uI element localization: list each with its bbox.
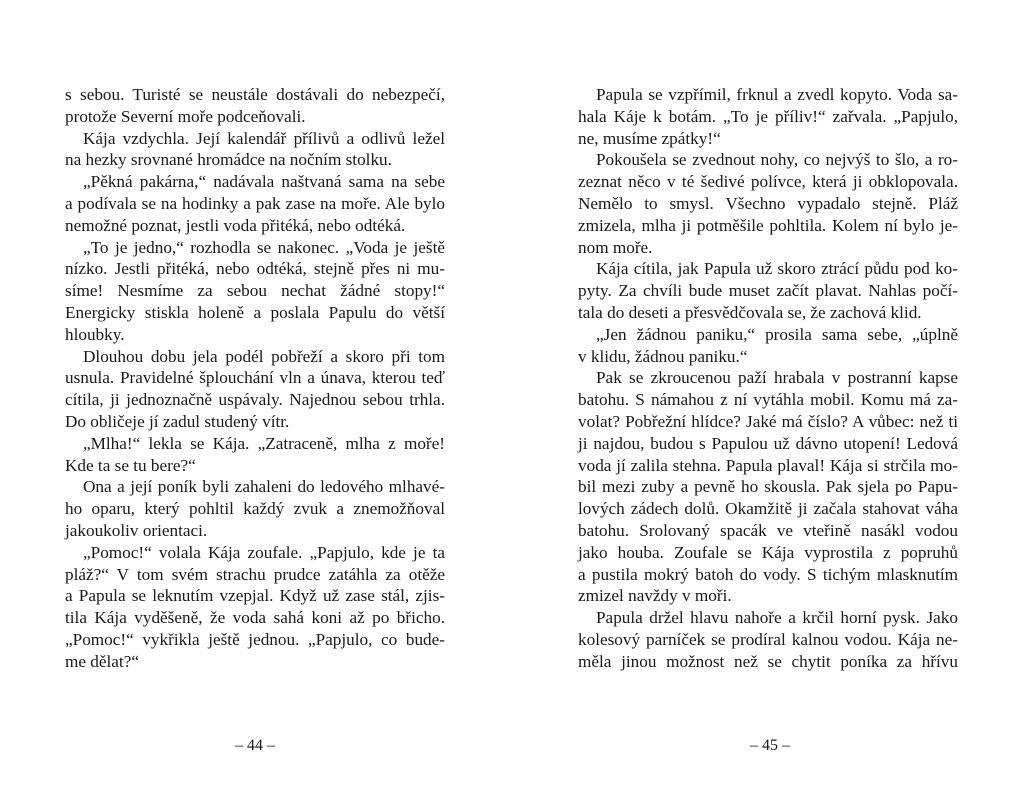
paragraph bbox=[65, 128, 445, 172]
text-line: a pustila mokrý batoh do vody. S tichým mlasknutím bbox=[578, 564, 958, 584]
text-line: na hezky srovnané hromádce na nočním stolku. bbox=[65, 150, 392, 170]
text-line: Kde ta se tu bere?“ bbox=[65, 455, 196, 475]
text-line: usnula. Pravidelné šplouchání vln a únava, kterou teď bbox=[65, 368, 445, 388]
text-line: volat? Pobřežní hlídce? Jaké má číslo? A vůbec: než ti bbox=[578, 411, 958, 431]
text-line: me dělat?“ bbox=[65, 651, 139, 671]
text-line: pyty. Za chvíli bude muset začít plavat. Nahlas počí- bbox=[578, 281, 958, 301]
text-line: zeznat něco v té šedivé polívce, která ji obklopovala. bbox=[578, 172, 958, 192]
text-line: ji najdou, budou s Papulou už dávno utopení! Ledová bbox=[578, 433, 958, 453]
paragraph bbox=[578, 149, 958, 258]
right-page-text bbox=[578, 84, 958, 673]
text-line: zmizela, mlha ji potměšile pohltila. Kolem ní bylo je- bbox=[578, 215, 958, 235]
page-number-left: – 44 – bbox=[235, 737, 275, 754]
text-line: Pak se zkroucenou paží hrabala v postranní kapse bbox=[596, 368, 958, 388]
left-page-text bbox=[65, 84, 445, 673]
text-line: zmizel navždy v moři. bbox=[578, 586, 732, 606]
paragraph bbox=[578, 84, 958, 149]
text-line: Kája cítila, jak Papula už skoro ztrácí půdu pod ko- bbox=[596, 259, 958, 279]
paragraph bbox=[65, 346, 445, 433]
text-line: „Pěkná pakárna,“ nadávala naštvaná sama na sebe bbox=[83, 172, 445, 192]
text-line: ne, musíme zpátky!“ bbox=[578, 128, 721, 148]
paragraph bbox=[65, 476, 445, 541]
text-line: Dlouhou dobu jela podél pobřeží a skoro při tom bbox=[83, 346, 445, 366]
text-line: tala do deseti a přesvědčovala se, že zachová klid. bbox=[578, 302, 922, 322]
text-line: Papula držel hlavu nahoře a krčil horní pysk. Jako bbox=[596, 608, 958, 628]
text-line: „Mlha!“ lekla se Kája. „Zatraceně, mlha z moře! bbox=[83, 433, 445, 453]
paragraph bbox=[578, 258, 958, 323]
paragraph bbox=[65, 237, 445, 346]
text-line: Pokoušela se zvednout nohy, co nejvýš to šlo, a ro- bbox=[596, 150, 958, 170]
text-line: nízko. Jestli přitéká, nebo odtéká, stejně přes ni mu- bbox=[65, 259, 445, 279]
text-line: „Jen žádnou paniku,“ prosila sama sebe, „úplně bbox=[596, 324, 958, 344]
text-line: a Papula se leknutím vzepjal. Když už zase stál, zjis- bbox=[65, 586, 445, 606]
text-line: tila Kája vyděšeně, že voda sahá koni až po břicho. bbox=[65, 608, 445, 628]
paragraph bbox=[578, 607, 958, 672]
paragraph bbox=[578, 324, 958, 368]
text-line: Do obličeje jí zadul studený vítr. bbox=[65, 411, 290, 431]
text-line: voda jí zalila stehna. Papula plaval! Kája si strčila mo- bbox=[578, 455, 958, 475]
text-line: protože Severní moře podceňovali. bbox=[65, 106, 306, 126]
text-line: ho oparu, který pohltil každý zvuk a znemožňoval bbox=[65, 499, 445, 519]
text-line: jako houba. Zoufale se Kája vyprostila z popruhů bbox=[578, 542, 958, 562]
text-line: „Pomoc!“ vykřikla ještě jednou. „Papjulo, co bude- bbox=[65, 629, 445, 649]
text-line: v klidu, žádnou paniku.“ bbox=[578, 346, 748, 366]
text-line: „Pomoc!“ volala Kája zoufale. „Papjulo, kde je ta bbox=[83, 542, 445, 562]
text-line: hloubky. bbox=[65, 324, 125, 344]
text-line: batohu. S námahou z ní vytáhla mobil. Komu má za- bbox=[578, 390, 958, 410]
text-line: hala Káje k botám. „To je příliv!“ zařvala. „Papjulo, bbox=[578, 106, 958, 126]
text-line: měla jinou možnost než se chytit poníka za hřívu bbox=[578, 651, 958, 671]
text-line: Energicky stiskla holeně a poslala Papulu do větší bbox=[65, 302, 445, 322]
paragraph bbox=[65, 171, 445, 236]
text-line: Papula se vzpřímil, frknul a zvedl kopyto. Voda sa- bbox=[596, 85, 958, 104]
paragraph bbox=[65, 433, 445, 477]
page-number-right: – 45 – bbox=[750, 737, 790, 754]
text-line: pláž?“ V tom svém strachu prudce zatáhla za otěže bbox=[65, 564, 445, 584]
text-line: nemožné poznat, jestli voda přitéká, nebo odtéká. bbox=[65, 215, 406, 235]
text-line: a podívala se na hodinky a pak zase na moře. Ale bylo bbox=[65, 193, 445, 213]
text-line: kolesový parníček se prodíral kalnou vodou. Kája ne- bbox=[578, 629, 958, 649]
text-line: s sebou. Turisté se neustále dostávali do nebezpečí, bbox=[65, 85, 445, 104]
text-line: cítila, ji jednoznačně uspávaly. Najednou sebou trhla. bbox=[65, 390, 445, 410]
text-line: nom moře. bbox=[578, 237, 653, 257]
text-line: Ona a její poník byli zahaleni do ledového mlhavé- bbox=[83, 477, 445, 497]
text-line: síme! Nesmíme za sebou nechat žádné stopy!“ bbox=[65, 281, 445, 301]
text-line: batohu. Srolovaný spacák ve vteřině nasákl vodou bbox=[578, 520, 958, 540]
paragraph bbox=[65, 542, 445, 673]
paragraph bbox=[65, 84, 445, 128]
text-line: „To je jedno,“ rozhodla se nakonec. „Voda je ještě bbox=[83, 237, 445, 257]
text-line: bil mezi zuby a pevně ho skousla. Pak sjela po Papu- bbox=[578, 477, 958, 497]
paragraph bbox=[578, 367, 958, 607]
text-line: lových zádech dolů. Okamžitě ji začala stahovat váha bbox=[578, 499, 958, 519]
text-line: Kája vzdychla. Její kalendář přílivů a odlivů ležel bbox=[83, 128, 445, 148]
text-line: Nemělo to smysl. Všechno vypadalo stejně. Pláž bbox=[578, 193, 958, 213]
text-line: jakoukoliv orientaci. bbox=[65, 520, 208, 540]
